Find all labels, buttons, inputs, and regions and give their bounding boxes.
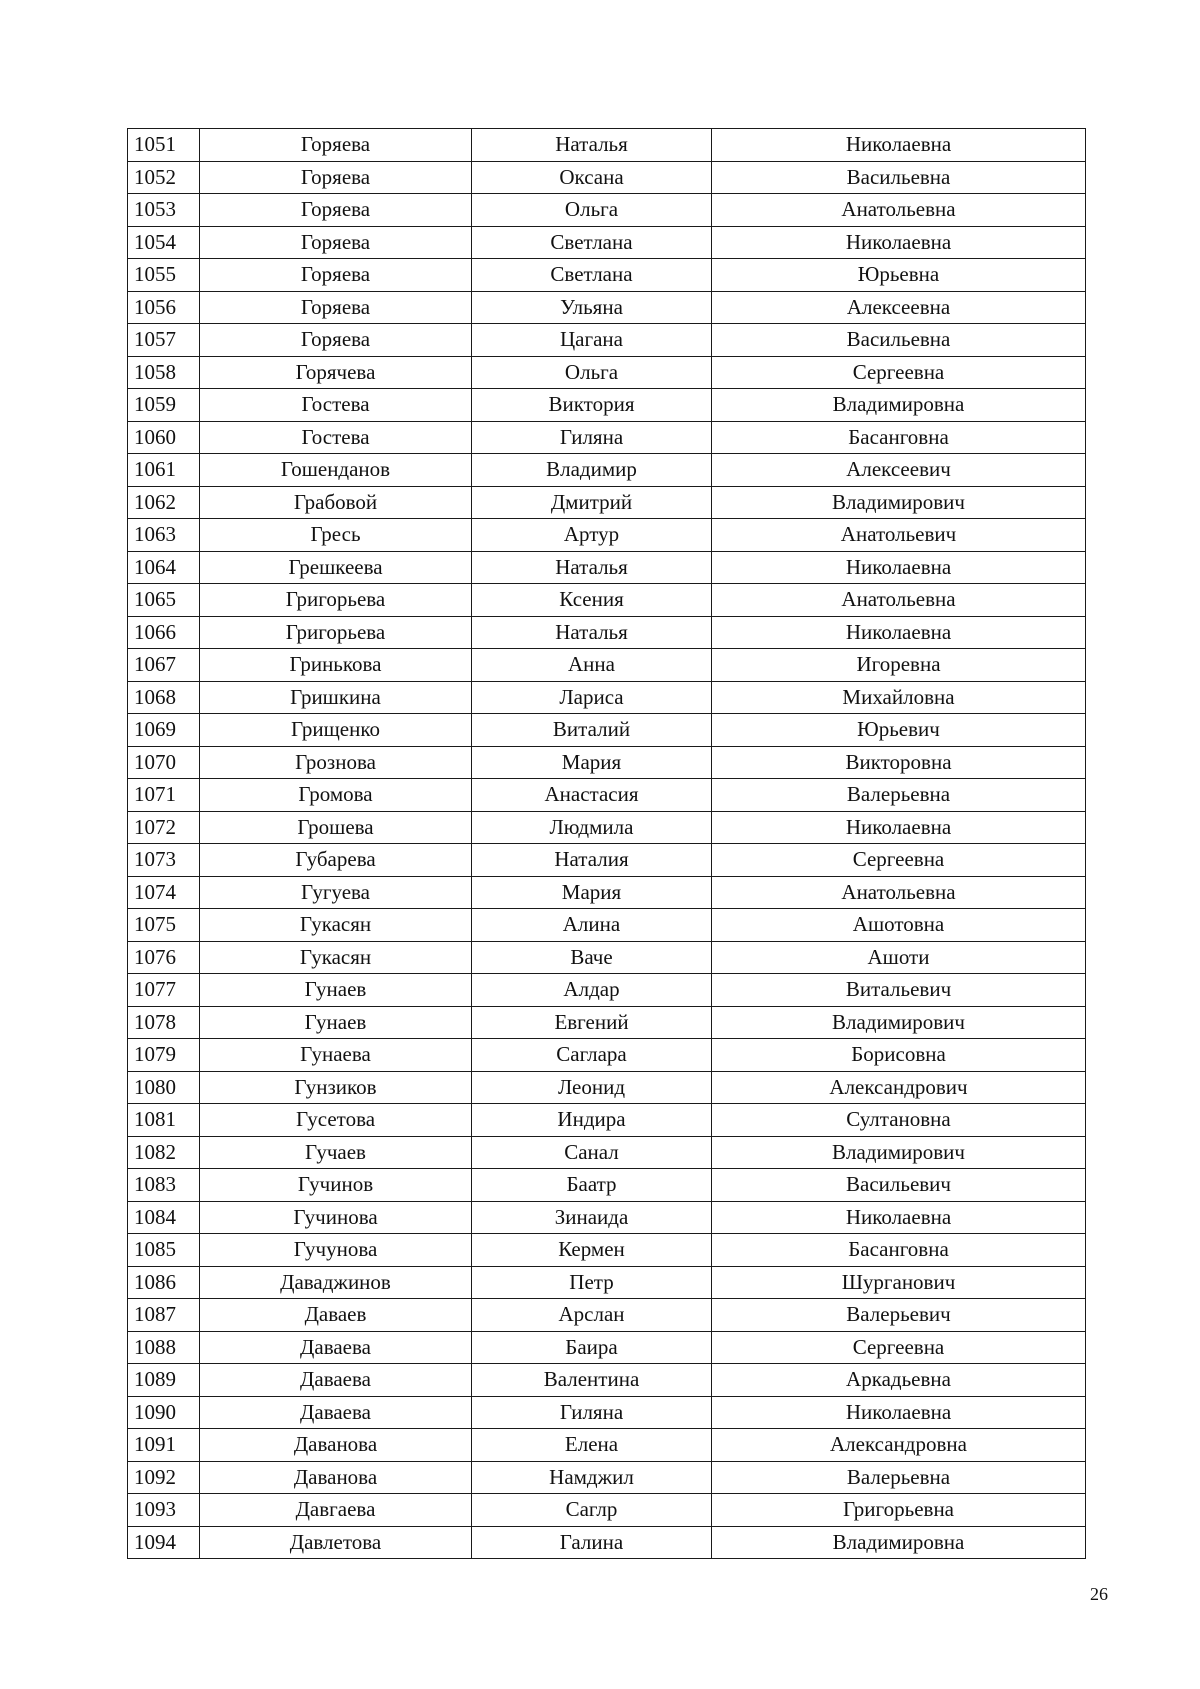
first-name-cell: Саглара — [472, 1039, 712, 1072]
last-name-cell: Даваджинов — [200, 1266, 472, 1299]
row-number-cell: 1059 — [128, 389, 200, 422]
row-number-cell: 1068 — [128, 681, 200, 714]
first-name-cell: Дмитрий — [472, 486, 712, 519]
row-number-cell: 1074 — [128, 876, 200, 909]
names-table — [127, 128, 1086, 1559]
last-name-cell: Григорьева — [200, 616, 472, 649]
row-number-cell: 1057 — [128, 324, 200, 357]
patronymic-cell: Николаевна — [712, 1396, 1086, 1429]
patronymic-cell: Анатольевна — [712, 194, 1086, 227]
row-number-cell: 1076 — [128, 941, 200, 974]
patronymic-cell: Викторовна — [712, 746, 1086, 779]
row-number-cell: 1085 — [128, 1234, 200, 1267]
table-row — [128, 161, 1086, 194]
last-name-cell: Горяева — [200, 194, 472, 227]
row-number-cell: 1063 — [128, 519, 200, 552]
row-number-cell: 1054 — [128, 226, 200, 259]
last-name-cell: Гостева — [200, 421, 472, 454]
table-row — [128, 1234, 1086, 1267]
last-name-cell: Гучинова — [200, 1201, 472, 1234]
table-row — [128, 844, 1086, 877]
table-row — [128, 389, 1086, 422]
first-name-cell: Светлана — [472, 259, 712, 292]
last-name-cell: Губарева — [200, 844, 472, 877]
patronymic-cell: Ашотовна — [712, 909, 1086, 942]
first-name-cell: Баира — [472, 1331, 712, 1364]
first-name-cell: Лариса — [472, 681, 712, 714]
patronymic-cell: Николаевна — [712, 129, 1086, 162]
last-name-cell: Горяева — [200, 324, 472, 357]
patronymic-cell: Юрьевич — [712, 714, 1086, 747]
first-name-cell: Гиляна — [472, 1396, 712, 1429]
first-name-cell: Наталья — [472, 551, 712, 584]
last-name-cell: Гошенданов — [200, 454, 472, 487]
row-number-cell: 1064 — [128, 551, 200, 584]
table-row — [128, 1494, 1086, 1527]
last-name-cell: Гусетова — [200, 1104, 472, 1137]
first-name-cell: Ольга — [472, 356, 712, 389]
first-name-cell: Елена — [472, 1429, 712, 1462]
patronymic-cell: Витальевич — [712, 974, 1086, 1007]
row-number-cell: 1090 — [128, 1396, 200, 1429]
patronymic-cell: Михайловна — [712, 681, 1086, 714]
first-name-cell: Гиляна — [472, 421, 712, 454]
last-name-cell: Горяева — [200, 226, 472, 259]
table-row — [128, 1299, 1086, 1332]
patronymic-cell: Николаевна — [712, 811, 1086, 844]
patronymic-cell: Александровна — [712, 1429, 1086, 1462]
row-number-cell: 1062 — [128, 486, 200, 519]
first-name-cell: Ульяна — [472, 291, 712, 324]
table-row — [128, 876, 1086, 909]
last-name-cell: Горячева — [200, 356, 472, 389]
first-name-cell: Галина — [472, 1526, 712, 1559]
table-row — [128, 616, 1086, 649]
first-name-cell: Анастасия — [472, 779, 712, 812]
last-name-cell: Гунаев — [200, 974, 472, 1007]
first-name-cell: Намджил — [472, 1461, 712, 1494]
table-row — [128, 1006, 1086, 1039]
first-name-cell: Ксения — [472, 584, 712, 617]
row-number-cell: 1055 — [128, 259, 200, 292]
row-number-cell: 1081 — [128, 1104, 200, 1137]
table-row — [128, 1266, 1086, 1299]
first-name-cell: Наталья — [472, 129, 712, 162]
row-number-cell: 1088 — [128, 1331, 200, 1364]
last-name-cell: Гучаев — [200, 1136, 472, 1169]
first-name-cell: Людмила — [472, 811, 712, 844]
last-name-cell: Грешкеева — [200, 551, 472, 584]
patronymic-cell: Алексеевна — [712, 291, 1086, 324]
last-name-cell: Давгаева — [200, 1494, 472, 1527]
table-row — [128, 486, 1086, 519]
table-row — [128, 519, 1086, 552]
row-number-cell: 1052 — [128, 161, 200, 194]
patronymic-cell: Николаевна — [712, 551, 1086, 584]
last-name-cell: Григорьева — [200, 584, 472, 617]
last-name-cell: Горяева — [200, 161, 472, 194]
patronymic-cell: Васильевна — [712, 324, 1086, 357]
first-name-cell: Санал — [472, 1136, 712, 1169]
table-row — [128, 811, 1086, 844]
patronymic-cell: Басанговна — [712, 421, 1086, 454]
row-number-cell: 1093 — [128, 1494, 200, 1527]
last-name-cell: Горяева — [200, 129, 472, 162]
last-name-cell: Гукасян — [200, 909, 472, 942]
first-name-cell: Артур — [472, 519, 712, 552]
table-row — [128, 454, 1086, 487]
last-name-cell: Громова — [200, 779, 472, 812]
table-row — [128, 909, 1086, 942]
row-number-cell: 1051 — [128, 129, 200, 162]
table-row — [128, 681, 1086, 714]
table-row — [128, 421, 1086, 454]
patronymic-cell: Анатольевна — [712, 876, 1086, 909]
patronymic-cell: Сергеевна — [712, 1331, 1086, 1364]
patronymic-cell: Владимировна — [712, 1526, 1086, 1559]
patronymic-cell: Басанговна — [712, 1234, 1086, 1267]
table-row — [128, 129, 1086, 162]
first-name-cell: Мария — [472, 746, 712, 779]
table-row — [128, 356, 1086, 389]
row-number-cell: 1086 — [128, 1266, 200, 1299]
row-number-cell: 1073 — [128, 844, 200, 877]
patronymic-cell: Владимировна — [712, 389, 1086, 422]
row-number-cell: 1065 — [128, 584, 200, 617]
patronymic-cell: Юрьевна — [712, 259, 1086, 292]
patronymic-cell: Аркадьевна — [712, 1364, 1086, 1397]
first-name-cell: Евгений — [472, 1006, 712, 1039]
patronymic-cell: Игоревна — [712, 649, 1086, 682]
last-name-cell: Грознова — [200, 746, 472, 779]
row-number-cell: 1072 — [128, 811, 200, 844]
last-name-cell: Гунаев — [200, 1006, 472, 1039]
patronymic-cell: Николаевна — [712, 1201, 1086, 1234]
row-number-cell: 1061 — [128, 454, 200, 487]
first-name-cell: Оксана — [472, 161, 712, 194]
table-row — [128, 1429, 1086, 1462]
last-name-cell: Давлетова — [200, 1526, 472, 1559]
last-name-cell: Даваев — [200, 1299, 472, 1332]
first-name-cell: Мария — [472, 876, 712, 909]
table-row — [128, 1331, 1086, 1364]
table-row — [128, 1136, 1086, 1169]
last-name-cell: Гукасян — [200, 941, 472, 974]
row-number-cell: 1078 — [128, 1006, 200, 1039]
first-name-cell: Наталья — [472, 616, 712, 649]
row-number-cell: 1071 — [128, 779, 200, 812]
first-name-cell: Виталий — [472, 714, 712, 747]
last-name-cell: Горяева — [200, 259, 472, 292]
first-name-cell: Светлана — [472, 226, 712, 259]
row-number-cell: 1070 — [128, 746, 200, 779]
row-number-cell: 1075 — [128, 909, 200, 942]
first-name-cell: Леонид — [472, 1071, 712, 1104]
row-number-cell: 1080 — [128, 1071, 200, 1104]
row-number-cell: 1089 — [128, 1364, 200, 1397]
page-number: 26 — [1090, 1584, 1108, 1604]
row-number-cell: 1087 — [128, 1299, 200, 1332]
first-name-cell: Петр — [472, 1266, 712, 1299]
row-number-cell: 1053 — [128, 194, 200, 227]
first-name-cell: Виктория — [472, 389, 712, 422]
row-number-cell: 1079 — [128, 1039, 200, 1072]
row-number-cell: 1067 — [128, 649, 200, 682]
patronymic-cell: Валерьевич — [712, 1299, 1086, 1332]
last-name-cell: Гунзиков — [200, 1071, 472, 1104]
table-row — [128, 1461, 1086, 1494]
first-name-cell: Ваче — [472, 941, 712, 974]
patronymic-cell: Владимирович — [712, 1136, 1086, 1169]
table-row — [128, 1104, 1086, 1137]
table-row — [128, 259, 1086, 292]
table-row — [128, 1364, 1086, 1397]
patronymic-cell: Сергеевна — [712, 356, 1086, 389]
first-name-cell: Цагана — [472, 324, 712, 357]
last-name-cell: Грошева — [200, 811, 472, 844]
patronymic-cell: Владимирович — [712, 486, 1086, 519]
table-row — [128, 746, 1086, 779]
row-number-cell: 1058 — [128, 356, 200, 389]
row-number-cell: 1066 — [128, 616, 200, 649]
table-row — [128, 551, 1086, 584]
patronymic-cell: Сергеевна — [712, 844, 1086, 877]
patronymic-cell: Султановна — [712, 1104, 1086, 1137]
row-number-cell: 1077 — [128, 974, 200, 1007]
table-row — [128, 649, 1086, 682]
first-name-cell: Кермен — [472, 1234, 712, 1267]
first-name-cell: Алина — [472, 909, 712, 942]
patronymic-cell: Николаевна — [712, 226, 1086, 259]
last-name-cell: Горяева — [200, 291, 472, 324]
first-name-cell: Индира — [472, 1104, 712, 1137]
last-name-cell: Гостева — [200, 389, 472, 422]
patronymic-cell: Валерьевна — [712, 779, 1086, 812]
patronymic-cell: Алексеевич — [712, 454, 1086, 487]
row-number-cell: 1069 — [128, 714, 200, 747]
first-name-cell: Анна — [472, 649, 712, 682]
last-name-cell: Даваева — [200, 1364, 472, 1397]
patronymic-cell: Валерьевна — [712, 1461, 1086, 1494]
row-number-cell: 1091 — [128, 1429, 200, 1462]
last-name-cell: Даваева — [200, 1396, 472, 1429]
row-number-cell: 1082 — [128, 1136, 200, 1169]
table-row — [128, 324, 1086, 357]
last-name-cell: Грищенко — [200, 714, 472, 747]
patronymic-cell: Васильевна — [712, 161, 1086, 194]
names-table-body — [128, 129, 1086, 1559]
table-row — [128, 1169, 1086, 1202]
table-row — [128, 714, 1086, 747]
last-name-cell: Гучунова — [200, 1234, 472, 1267]
last-name-cell: Гучинов — [200, 1169, 472, 1202]
patronymic-cell: Анатольевна — [712, 584, 1086, 617]
row-number-cell: 1094 — [128, 1526, 200, 1559]
row-number-cell: 1056 — [128, 291, 200, 324]
first-name-cell: Зинаида — [472, 1201, 712, 1234]
patronymic-cell: Шурганович — [712, 1266, 1086, 1299]
table-row — [128, 1526, 1086, 1559]
table-row — [128, 974, 1086, 1007]
row-number-cell: 1060 — [128, 421, 200, 454]
patronymic-cell: Ашоти — [712, 941, 1086, 974]
first-name-cell: Баатр — [472, 1169, 712, 1202]
first-name-cell: Владимир — [472, 454, 712, 487]
last-name-cell: Гринькова — [200, 649, 472, 682]
last-name-cell: Грабовой — [200, 486, 472, 519]
row-number-cell: 1083 — [128, 1169, 200, 1202]
patronymic-cell: Анатольевич — [712, 519, 1086, 552]
table-row — [128, 291, 1086, 324]
patronymic-cell: Борисовна — [712, 1039, 1086, 1072]
table-row — [128, 584, 1086, 617]
table-row — [128, 226, 1086, 259]
last-name-cell: Гресь — [200, 519, 472, 552]
patronymic-cell: Васильевич — [712, 1169, 1086, 1202]
last-name-cell: Даванова — [200, 1429, 472, 1462]
patronymic-cell: Владимирович — [712, 1006, 1086, 1039]
last-name-cell: Даванова — [200, 1461, 472, 1494]
table-row — [128, 194, 1086, 227]
patronymic-cell: Александрович — [712, 1071, 1086, 1104]
first-name-cell: Валентина — [472, 1364, 712, 1397]
last-name-cell: Гришкина — [200, 681, 472, 714]
last-name-cell: Даваева — [200, 1331, 472, 1364]
last-name-cell: Гунаева — [200, 1039, 472, 1072]
table-row — [128, 941, 1086, 974]
row-number-cell: 1092 — [128, 1461, 200, 1494]
row-number-cell: 1084 — [128, 1201, 200, 1234]
first-name-cell: Ольга — [472, 194, 712, 227]
table-row — [128, 1396, 1086, 1429]
first-name-cell: Арслан — [472, 1299, 712, 1332]
patronymic-cell: Николаевна — [712, 616, 1086, 649]
table-row — [128, 1201, 1086, 1234]
patronymic-cell: Григорьевна — [712, 1494, 1086, 1527]
first-name-cell: Саглр — [472, 1494, 712, 1527]
last-name-cell: Гугуева — [200, 876, 472, 909]
table-row — [128, 1039, 1086, 1072]
table-row — [128, 1071, 1086, 1104]
first-name-cell: Алдар — [472, 974, 712, 1007]
table-row — [128, 779, 1086, 812]
first-name-cell: Наталия — [472, 844, 712, 877]
